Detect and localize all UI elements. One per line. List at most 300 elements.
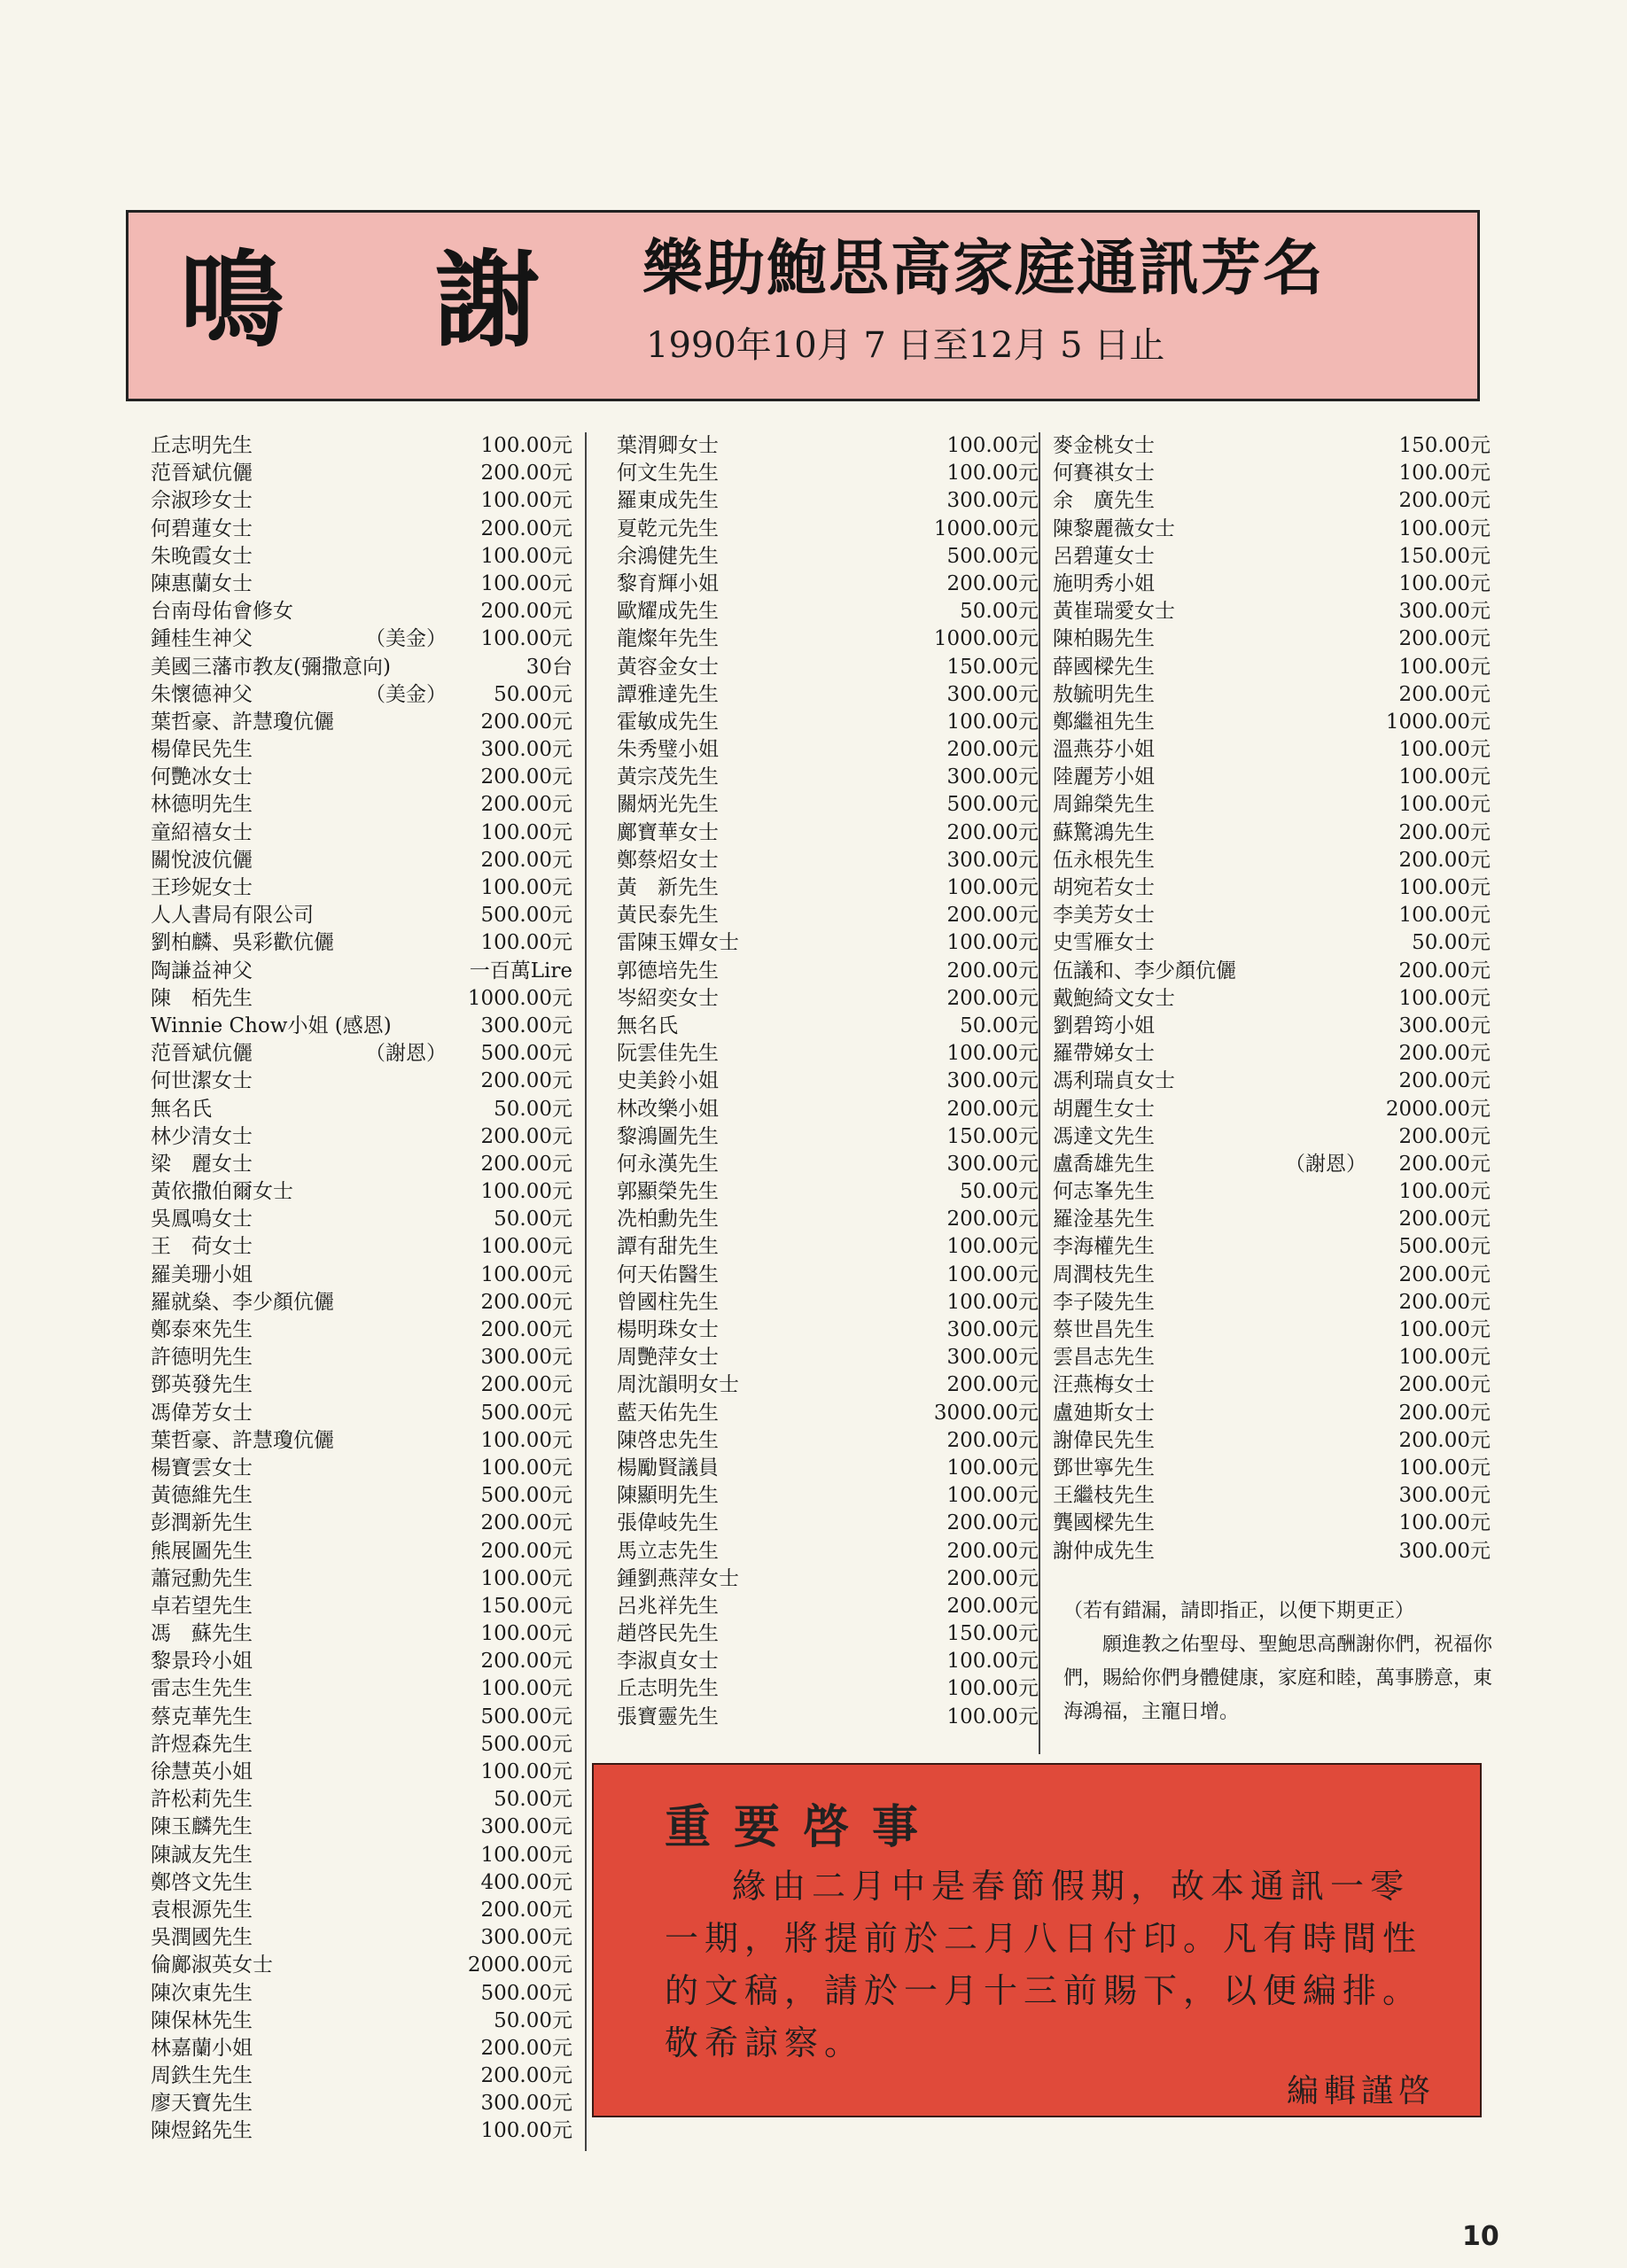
- donor-row: [151, 985, 572, 1013]
- donor-row: [1053, 1178, 1491, 1206]
- donation-amount: 300.00元: [946, 848, 1039, 872]
- donor-row: [151, 1206, 572, 1233]
- donor-name: 許松莉先生: [151, 1788, 253, 1812]
- donation-amount: 200.00元: [946, 1566, 1039, 1590]
- donation-amount: 300.00元: [480, 1346, 572, 1370]
- donor-name: 周沈韻明女士: [617, 1373, 739, 1397]
- donor-name: 阮雲佳先生: [617, 1042, 719, 1066]
- donor-row: [1053, 764, 1491, 791]
- donor-name: 蕭冠勳先生: [151, 1566, 253, 1590]
- donor-name: 梁 麗女士: [151, 1152, 253, 1176]
- donation-amount: 500.00元: [480, 1484, 572, 1508]
- donation-amount: 500.00元: [946, 544, 1039, 568]
- notice-body-text: 緣由二月中是春節假期，故本通訊一零一期，將提前於二月八日付印。凡有時間性的文稿，請於一月十三前賜下，以便編排。敬希諒察。: [665, 1867, 1423, 2062]
- donor-row: [151, 1980, 572, 2008]
- donor-name: 余 廣先生: [1053, 489, 1155, 513]
- donation-amount: 2000.00元: [467, 1953, 572, 1977]
- donor-name: 溫燕芬小姐: [1053, 738, 1155, 762]
- donation-amount: 200.00元: [480, 1124, 572, 1148]
- donor-row: [617, 764, 1039, 791]
- donor-name: 楊明珠女士: [617, 1318, 719, 1341]
- donor-row: [617, 571, 1039, 598]
- donor-name: 何世潔女士: [151, 1069, 253, 1093]
- donation-amount: 200.00元: [1398, 959, 1491, 983]
- donor-name: 徐慧英小姐: [151, 1760, 253, 1783]
- donor-row: [1053, 543, 1491, 571]
- donation-amount: 200.00元: [480, 1152, 572, 1176]
- donor-name: Winnie Chow小姐 (感恩): [151, 1014, 392, 1037]
- donation-amount: 1000.00元: [1385, 710, 1491, 734]
- donor-name: 陳保林先生: [151, 2008, 253, 2032]
- donation-amount: 200.00元: [946, 1594, 1039, 1618]
- donor-row: [617, 1648, 1039, 1675]
- donor-name: 黎育輝小姐: [617, 571, 719, 595]
- donor-row: [151, 1123, 572, 1151]
- donor-row: [1053, 1068, 1491, 1095]
- donation-amount: 300.00元: [1398, 600, 1491, 624]
- donation-amount: 100.00元: [946, 434, 1039, 457]
- donation-amount: 200.00元: [946, 904, 1039, 928]
- donor-name: 黃依撒伯爾女士: [151, 1180, 293, 1204]
- donation-amount: 300.00元: [946, 1152, 1039, 1176]
- donation-amount: 100.00元: [480, 571, 572, 595]
- donor-row: [617, 598, 1039, 625]
- donor-name: 李淑貞女士: [617, 1650, 719, 1674]
- donor-name: 台南母佑會修女: [151, 600, 293, 624]
- donation-amount: 500.00元: [946, 793, 1039, 817]
- donor-row: [617, 1371, 1039, 1399]
- donation-amount: 100.00元: [480, 1456, 572, 1480]
- donor-name: 黃 新先生: [617, 876, 719, 899]
- donation-amount: 200.00元: [1398, 1373, 1491, 1397]
- donation-amount: 200.00元: [946, 1539, 1039, 1563]
- donor-name: 張偉岐先生: [617, 1511, 719, 1535]
- donor-row: [1053, 432, 1491, 460]
- donor-row: [617, 1123, 1039, 1151]
- donor-name: 薛國樑先生: [1053, 655, 1155, 679]
- donor-row: [617, 681, 1039, 709]
- donation-amount: 100.00元: [946, 710, 1039, 734]
- donation-amount: 100.00元: [946, 1650, 1039, 1674]
- donor-name: 林德明先生: [151, 793, 253, 817]
- donation-amount: 200.00元: [480, 793, 572, 817]
- donor-row: [151, 902, 572, 929]
- header-date-range: 1990年10月 7 日至12月 5 日止: [646, 325, 1165, 366]
- donor-name: 王 荷女士: [151, 1235, 253, 1259]
- donor-row: [1053, 819, 1491, 847]
- header-thanks: 鳴謝: [180, 239, 691, 361]
- donor-name: 關炳光先生: [617, 793, 719, 817]
- donor-row: [1053, 1233, 1491, 1261]
- donor-row: [617, 847, 1039, 874]
- donation-amount: 200.00元: [1398, 820, 1491, 844]
- donor-name: 丘志明先生: [617, 1677, 719, 1701]
- donation-amount: 200.00元: [1398, 1042, 1491, 1066]
- donation-amount: 50.00元: [494, 1208, 572, 1231]
- donor-name: 范晉斌伉儷: [151, 462, 253, 485]
- donation-amount: 100.00元: [480, 876, 572, 899]
- donation-amount: 100.00元: [480, 544, 572, 568]
- donation-amount: 500.00元: [480, 1042, 572, 1066]
- donor-name: 周艷萍女士: [617, 1346, 719, 1370]
- donation-amount: 100.00元: [1398, 1456, 1491, 1480]
- donor-row: [151, 874, 572, 902]
- donor-row: [617, 625, 1039, 653]
- donor-row: [1053, 902, 1491, 929]
- donor-name: 何碧蓮女士: [151, 517, 253, 540]
- donation-amount: 200.00元: [946, 571, 1039, 595]
- donor-name: 岑紹奕女士: [617, 986, 719, 1010]
- donation-amount: 50.00元: [494, 1097, 572, 1121]
- donor-row: [617, 1178, 1039, 1206]
- donation-amount: 100.00元: [1398, 1318, 1491, 1341]
- donor-name: 鄧世寧先生: [1053, 1456, 1155, 1480]
- donor-name: 羅美珊小姐: [151, 1262, 253, 1286]
- donation-amount: 200.00元: [480, 1539, 572, 1563]
- donor-row: [151, 1040, 572, 1068]
- donor-name: 陳黎麗薇女士: [1053, 517, 1175, 540]
- donor-name: 盧喬雄先生: [1053, 1152, 1155, 1176]
- donor-row: [151, 1842, 572, 1869]
- donor-name: 廖天寶先生: [151, 2092, 253, 2116]
- donor-name: 黃崔瑞愛女士: [1053, 600, 1175, 624]
- donor-name: 雷陳玉嬋女士: [617, 931, 739, 955]
- page-number: 10: [1462, 2221, 1499, 2252]
- donor-row: [151, 516, 572, 543]
- donor-row: [617, 985, 1039, 1013]
- donor-column-3: [1053, 432, 1491, 1565]
- donor-name: 冼柏勳先生: [617, 1208, 719, 1231]
- donor-name: 何天佑醫生: [617, 1262, 719, 1286]
- donation-amount: 50.00元: [494, 682, 572, 706]
- donor-row: [1053, 1317, 1491, 1344]
- donation-amount: 1000.00元: [933, 517, 1039, 540]
- donor-name: 林嘉蘭小姐: [151, 2036, 253, 2060]
- donation-amount: 100.00元: [1398, 986, 1491, 1010]
- donation-amount: 300.00元: [480, 1815, 572, 1839]
- donor-name: 無名氏: [151, 1097, 212, 1121]
- donor-row: [151, 432, 572, 460]
- donation-amount: 100.00元: [480, 1622, 572, 1646]
- donor-name: 范晉斌伉儷: [151, 1042, 253, 1066]
- donor-row: [1053, 847, 1491, 874]
- donation-amount: 100.00元: [1398, 655, 1491, 679]
- donor-row: [617, 791, 1039, 819]
- donor-row: [617, 1262, 1039, 1289]
- donation-amount: 100.00元: [1398, 904, 1491, 928]
- donation-amount: 100.00元: [946, 931, 1039, 955]
- donor-row: [617, 1206, 1039, 1233]
- donor-name: 李美芳女士: [1053, 904, 1155, 928]
- donor-name: 雷志生先生: [151, 1677, 253, 1701]
- donor-row: [151, 1897, 572, 1924]
- donation-amount: 100.00元: [480, 1235, 572, 1259]
- column-divider-1: [585, 432, 587, 2151]
- donation-amount: 300.00元: [480, 738, 572, 762]
- donation-amount: 3000.00元: [933, 1401, 1039, 1425]
- donation-amount: 150.00元: [1398, 544, 1491, 568]
- donation-amount: 100.00元: [480, 1262, 572, 1286]
- donor-name: 胡宛若女士: [1053, 876, 1155, 899]
- donor-row: [151, 1151, 572, 1178]
- donor-row: [151, 1924, 572, 1952]
- donation-amount: 400.00元: [480, 1870, 572, 1894]
- donation-amount: 200.00元: [480, 462, 572, 485]
- donor-name: 謝偉民先生: [1053, 1428, 1155, 1452]
- donor-row: [617, 654, 1039, 681]
- donor-row: [151, 736, 572, 764]
- donor-row: [1053, 1482, 1491, 1510]
- donor-row: [151, 791, 572, 819]
- donor-row: [1053, 985, 1491, 1013]
- donor-name: 陶謙益神父: [151, 959, 253, 983]
- donor-row: [617, 1510, 1039, 1537]
- donor-name: 余鴻健先生: [617, 544, 719, 568]
- donation-amount: 200.00元: [480, 1511, 572, 1535]
- donor-row: [1053, 625, 1491, 653]
- donor-name: 王珍妮女士: [151, 876, 253, 899]
- donation-amount: 500.00元: [1398, 1235, 1491, 1259]
- donor-name: 陸麗芳小姐: [1053, 765, 1155, 789]
- donor-row: [1053, 1510, 1491, 1537]
- donor-name: 關悅波伉儷: [151, 848, 253, 872]
- donation-amount: 50.00元: [1412, 931, 1491, 955]
- donor-row: [151, 819, 572, 847]
- donor-row: [151, 1759, 572, 1786]
- donor-row: [151, 1068, 572, 1095]
- donor-name: 蘇驚鴻先生: [1053, 820, 1155, 844]
- donor-name: 陳柏賜先生: [1053, 627, 1155, 651]
- donor-row: [1053, 1013, 1491, 1040]
- donor-name: 葉渭卿女士: [617, 434, 719, 457]
- donor-name: 楊勵賢議員: [617, 1456, 719, 1480]
- donor-name: 林少清女士: [151, 1124, 253, 1148]
- donor-row: [1053, 487, 1491, 515]
- donor-name: 陳煜銘先生: [151, 2119, 253, 2143]
- donation-amount: 200.00元: [1398, 1124, 1491, 1148]
- donor-name: 朱秀璧小姐: [617, 738, 719, 762]
- donor-name: 周錦榮先生: [1053, 793, 1155, 817]
- donor-name: 李海權先生: [1053, 1235, 1155, 1259]
- donation-amount: 300.00元: [1398, 1484, 1491, 1508]
- donor-row: [1053, 516, 1491, 543]
- donation-amount: 100.00元: [946, 1456, 1039, 1480]
- donor-name: 戴鮑綺文女士: [1053, 986, 1175, 1010]
- donation-amount: 200.00元: [946, 959, 1039, 983]
- donor-row: [151, 1289, 572, 1317]
- donation-amount: 100.00元: [1398, 876, 1491, 899]
- donor-row: [617, 1317, 1039, 1344]
- donation-amount: 200.00元: [480, 2036, 572, 2060]
- donation-amount: 100.00元: [1398, 1346, 1491, 1370]
- donor-row: [1053, 1151, 1491, 1178]
- donor-name: 佘淑珍女士: [151, 489, 253, 513]
- donation-amount: 150.00元: [480, 1594, 572, 1618]
- donation-amount: 200.00元: [946, 1208, 1039, 1231]
- donor-row: [151, 1731, 572, 1759]
- donor-row: [617, 432, 1039, 460]
- donation-amount: 100.00元: [946, 1484, 1039, 1508]
- donor-row: [1053, 1344, 1491, 1371]
- donation-amount: 100.00元: [1398, 765, 1491, 789]
- donor-row: [151, 764, 572, 791]
- donation-amount: 1000.00元: [467, 986, 572, 1010]
- donor-name: 馬立志先生: [617, 1539, 719, 1563]
- donation-amount: 50.00元: [494, 1788, 572, 1812]
- donor-name: 鄭啓文先生: [151, 1870, 253, 1894]
- donor-name: 蔡世昌先生: [1053, 1318, 1155, 1341]
- donation-amount: 500.00元: [480, 1705, 572, 1728]
- donation-amount: 200.00元: [1398, 1401, 1491, 1425]
- donation-amount: 150.00元: [1398, 434, 1491, 457]
- donation-amount: 200.00元: [1398, 1208, 1491, 1231]
- donor-name: 黃民泰先生: [617, 904, 719, 928]
- donation-amount: 30台: [525, 655, 572, 679]
- donor-row: [151, 543, 572, 571]
- donation-amount: 200.00元: [480, 710, 572, 734]
- donor-row: [617, 1482, 1039, 1510]
- donor-row: [151, 2035, 572, 2062]
- donor-note: （美金）: [365, 682, 447, 706]
- donation-amount: 100.00元: [946, 1290, 1039, 1314]
- donor-row: [1053, 1289, 1491, 1317]
- donor-name: 許德明先生: [151, 1346, 253, 1370]
- donation-amount: 200.00元: [946, 986, 1039, 1010]
- donor-row: [1053, 1371, 1491, 1399]
- donor-name: 鄧英發先生: [151, 1373, 253, 1397]
- donation-amount: 300.00元: [1398, 1014, 1491, 1037]
- donor-row: [617, 1233, 1039, 1261]
- donor-name: 鍾劉燕萍女士: [617, 1566, 739, 1590]
- donor-row: [151, 1262, 572, 1289]
- donation-amount: 200.00元: [480, 1290, 572, 1314]
- donor-name: 夏乾元先生: [617, 517, 719, 540]
- donor-name: 黃容金女士: [617, 655, 719, 679]
- donor-name: 蔡克華先生: [151, 1705, 253, 1728]
- donation-amount: 100.00元: [946, 1262, 1039, 1286]
- donor-name: 朱晚霞女士: [151, 544, 253, 568]
- donor-row: [151, 1593, 572, 1620]
- donation-amount: 200.00元: [1398, 1262, 1491, 1286]
- donor-row: [617, 460, 1039, 487]
- donor-row: [1053, 1206, 1491, 1233]
- donor-name: 陳次東先生: [151, 1981, 253, 2005]
- donor-row: [1053, 598, 1491, 625]
- donor-name: 丘志明先生: [151, 434, 253, 457]
- donation-amount: 300.00元: [946, 489, 1039, 513]
- donor-row: [151, 1620, 572, 1648]
- donation-amount: 200.00元: [1398, 848, 1491, 872]
- donor-name: 倫鄺淑英女士: [151, 1953, 273, 1977]
- donor-name: 黎鴻圖先生: [617, 1124, 719, 1148]
- donor-row: [1053, 681, 1491, 709]
- errata-text: （若有錯漏，請即指正，以便下期更正）: [1063, 1600, 1415, 1622]
- donor-name: 郭顯榮先生: [617, 1180, 719, 1204]
- donor-name: 何賽祺女士: [1053, 462, 1155, 485]
- donor-row: [617, 958, 1039, 985]
- donation-amount: 200.00元: [480, 517, 572, 540]
- donor-name: 施明秀小姐: [1053, 571, 1155, 595]
- donation-amount: 200.00元: [1398, 1152, 1491, 1176]
- donation-amount: 200.00元: [946, 1373, 1039, 1397]
- donor-name: 何志峯先生: [1053, 1180, 1155, 1204]
- donation-amount: 300.00元: [946, 1069, 1039, 1093]
- donor-name: 霍敏成先生: [617, 710, 719, 734]
- donation-amount: 150.00元: [946, 1622, 1039, 1646]
- donor-row: [617, 902, 1039, 929]
- notice-body: [665, 1860, 1427, 2070]
- donor-name: 彭潤新先生: [151, 1511, 253, 1535]
- donor-row: [617, 1040, 1039, 1068]
- donor-name: 人人書局有限公司: [151, 904, 314, 928]
- donation-amount: 100.00元: [480, 1677, 572, 1701]
- donation-amount: 100.00元: [480, 1428, 572, 1452]
- donor-row: [1053, 571, 1491, 598]
- donor-name: 熊展圖先生: [151, 1539, 253, 1563]
- donor-row: [617, 1538, 1039, 1565]
- donor-row: [151, 1178, 572, 1206]
- donation-amount: 200.00元: [1398, 1428, 1491, 1452]
- donation-amount: 200.00元: [946, 1511, 1039, 1535]
- donor-name: 吳鳳鳴女士: [151, 1208, 253, 1231]
- donor-row: [151, 1344, 572, 1371]
- donor-row: [1053, 709, 1491, 736]
- donor-name: 鄭蔡炤女士: [617, 848, 719, 872]
- donor-row: [617, 1704, 1039, 1731]
- donor-row: [151, 1869, 572, 1897]
- donation-amount: 100.00元: [1398, 793, 1491, 817]
- donor-row: [151, 460, 572, 487]
- donor-name: 伍議和、李少顏伉儷: [1053, 959, 1236, 983]
- donor-name: 趙啓民先生: [617, 1622, 719, 1646]
- donor-row: [617, 874, 1039, 902]
- donor-row: [617, 929, 1039, 957]
- donation-amount: 200.00元: [946, 820, 1039, 844]
- donor-row: [151, 654, 572, 681]
- donation-amount: 200.00元: [1398, 627, 1491, 651]
- donor-name: 鄭泰來先生: [151, 1318, 253, 1341]
- donor-row: [151, 1786, 572, 1814]
- donor-row: [151, 958, 572, 985]
- donation-amount: 100.00元: [946, 1677, 1039, 1701]
- donation-amount: 200.00元: [1398, 1069, 1491, 1093]
- donor-row: [151, 1317, 572, 1344]
- donation-amount: 300.00元: [1398, 1539, 1491, 1563]
- donation-amount: 100.00元: [480, 820, 572, 844]
- donor-name: 譚雅達先生: [617, 682, 719, 706]
- donor-name: 王繼枝先生: [1053, 1484, 1155, 1508]
- donor-name: 童紹禧女士: [151, 820, 253, 844]
- donor-name: 鄺寶華女士: [617, 820, 719, 844]
- donor-name: 吳潤國先生: [151, 1926, 253, 1950]
- donor-row: [151, 1455, 572, 1482]
- donation-amount: 100.00元: [946, 876, 1039, 899]
- donor-name: 馮達文先生: [1053, 1124, 1155, 1148]
- donor-name: 鄭繼祖先生: [1053, 710, 1155, 734]
- donor-row: [617, 1344, 1039, 1371]
- donor-name: 汪燕梅女士: [1053, 1373, 1155, 1397]
- donor-row: [1053, 929, 1491, 957]
- donor-name: 伍永根先生: [1053, 848, 1155, 872]
- donor-row: [617, 1400, 1039, 1427]
- donation-amount: 100.00元: [480, 1760, 572, 1783]
- donor-name: 呂碧蓮女士: [1053, 544, 1155, 568]
- donor-name: 胡麗生女士: [1053, 1097, 1155, 1121]
- donor-row: [151, 2008, 572, 2035]
- donation-amount: 200.00元: [946, 1097, 1039, 1121]
- donation-amount: 200.00元: [1398, 682, 1491, 706]
- donor-name: 卓若望先生: [151, 1594, 253, 1618]
